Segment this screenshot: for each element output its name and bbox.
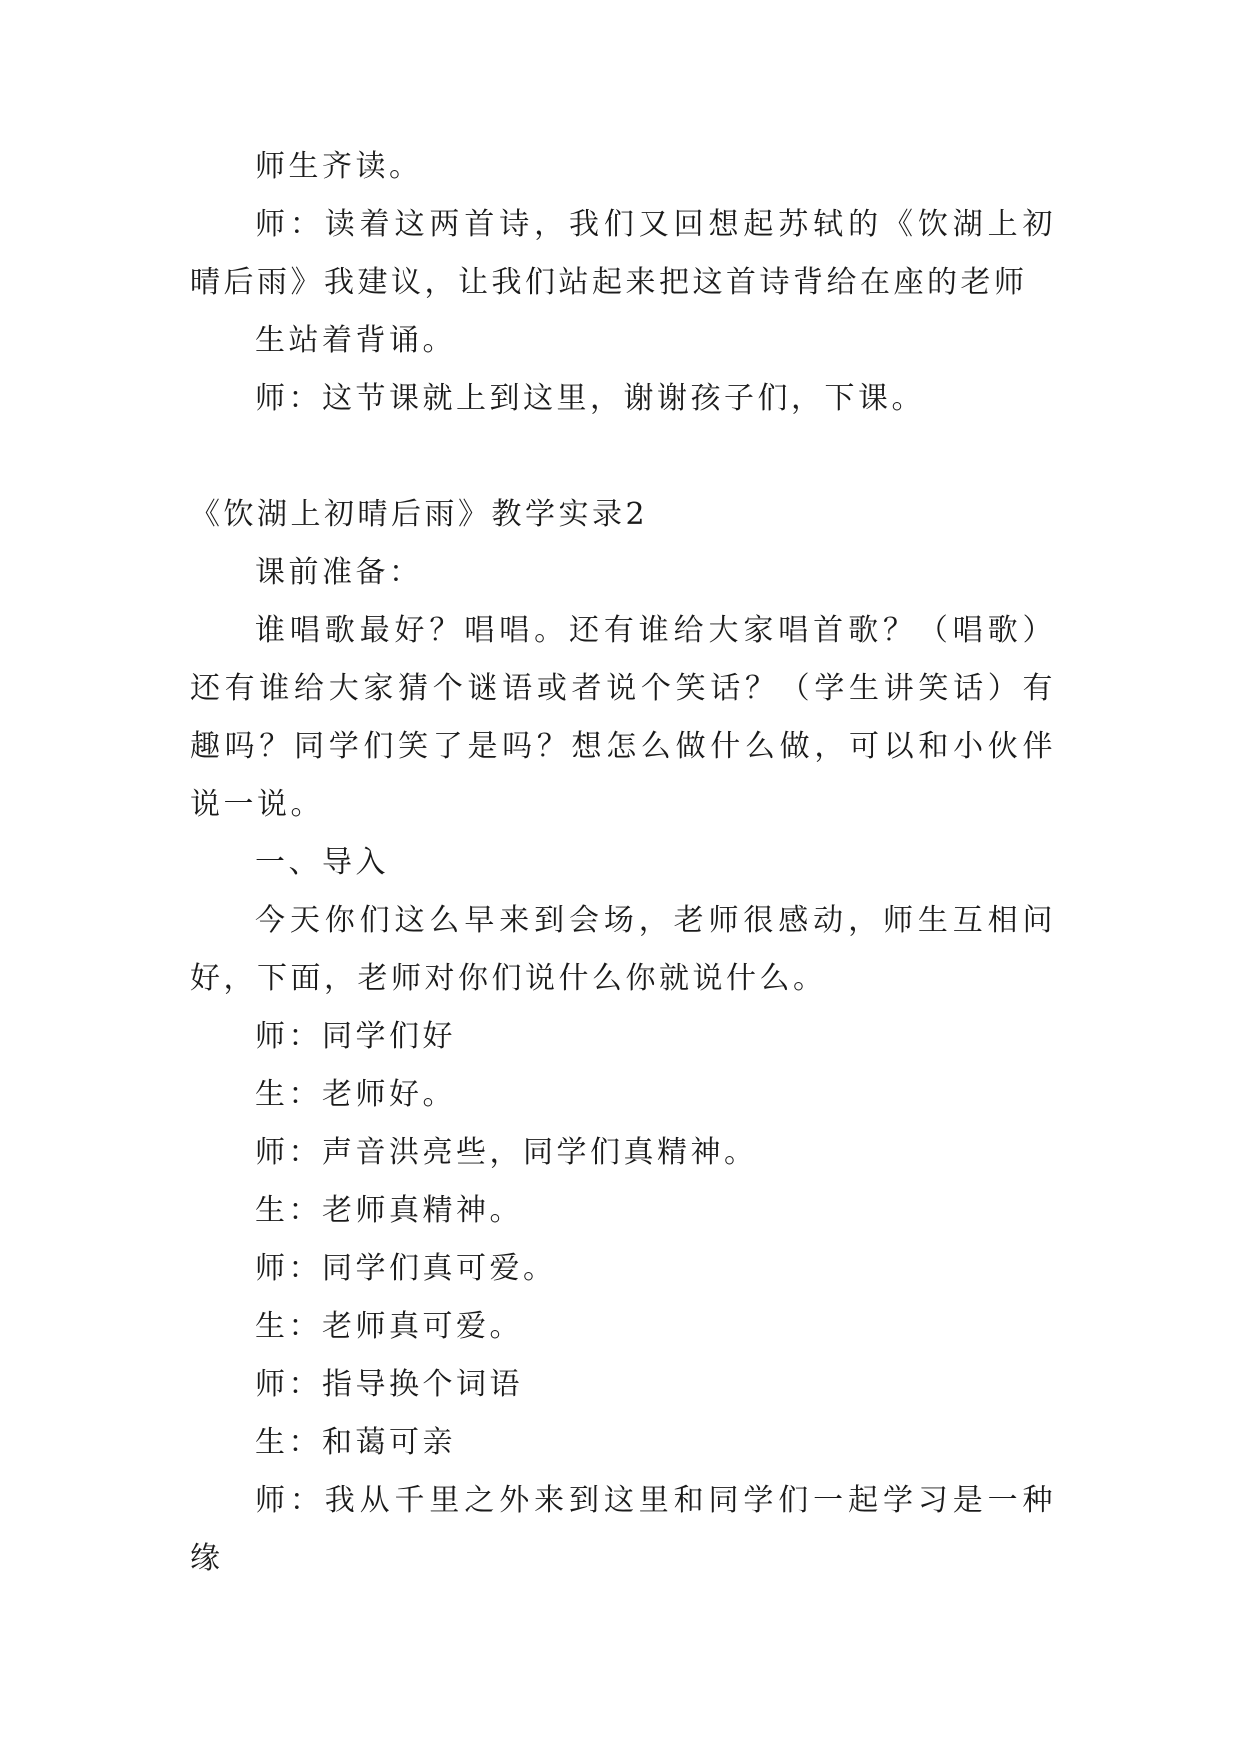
section-gap bbox=[190, 428, 1056, 486]
dialogue-line: 师：指导换个词语 bbox=[255, 1367, 523, 1402]
paragraph-preparation-heading: 课前准备： bbox=[255, 555, 423, 590]
paragraph-preparation-text: 谁唱歌最好？唱唱。还有谁给大家唱首歌？（唱歌）还有谁给大家猜个谜语或者说个笑话？（学生讲笑话）有趣吗？同学们笑了是吗？想怎么做什么做，可以和小伙伴说一说。 bbox=[190, 613, 1056, 822]
paragraph-read-together: 师生齐读。 bbox=[255, 149, 423, 184]
dialogue-line: 师：声音洪亮些，同学们真精神。 bbox=[255, 1135, 758, 1170]
paragraph-teacher-poem: 师：读着这两首诗，我们又回想起苏轼的《饮湖上初晴后雨》我建议，让我们站起来把这首诗背给在座的老师 bbox=[190, 207, 1056, 300]
section-title: 《饮湖上初晴后雨》教学实录2 bbox=[190, 497, 649, 532]
dialogue-line: 生：老师真精神。 bbox=[255, 1193, 523, 1228]
dialogue-line: 生：和蔼可亲 bbox=[255, 1425, 456, 1460]
document-body bbox=[190, 138, 1056, 1588]
paragraph-intro-heading: 一、导入 bbox=[255, 845, 389, 880]
dialogue-line: 师：我从千里之外来到这里和同学们一起学习是一种缘 bbox=[190, 1483, 1056, 1576]
dialogue-line: 生：老师好。 bbox=[255, 1077, 456, 1112]
dialogue-line: 生：老师真可爱。 bbox=[255, 1309, 523, 1344]
dialogue-line: 师：同学们好 bbox=[255, 1019, 456, 1054]
paragraph-student-recite: 生站着背诵。 bbox=[255, 323, 456, 358]
dialogue-line: 师：同学们真可爱。 bbox=[255, 1251, 557, 1286]
paragraph-intro-text: 今天你们这么早来到会场，老师很感动，师生互相问好，下面，老师对你们说什么你就说什么。 bbox=[190, 903, 1056, 996]
paragraph-class-end: 师：这节课就上到这里，谢谢孩子们，下课。 bbox=[255, 381, 925, 416]
